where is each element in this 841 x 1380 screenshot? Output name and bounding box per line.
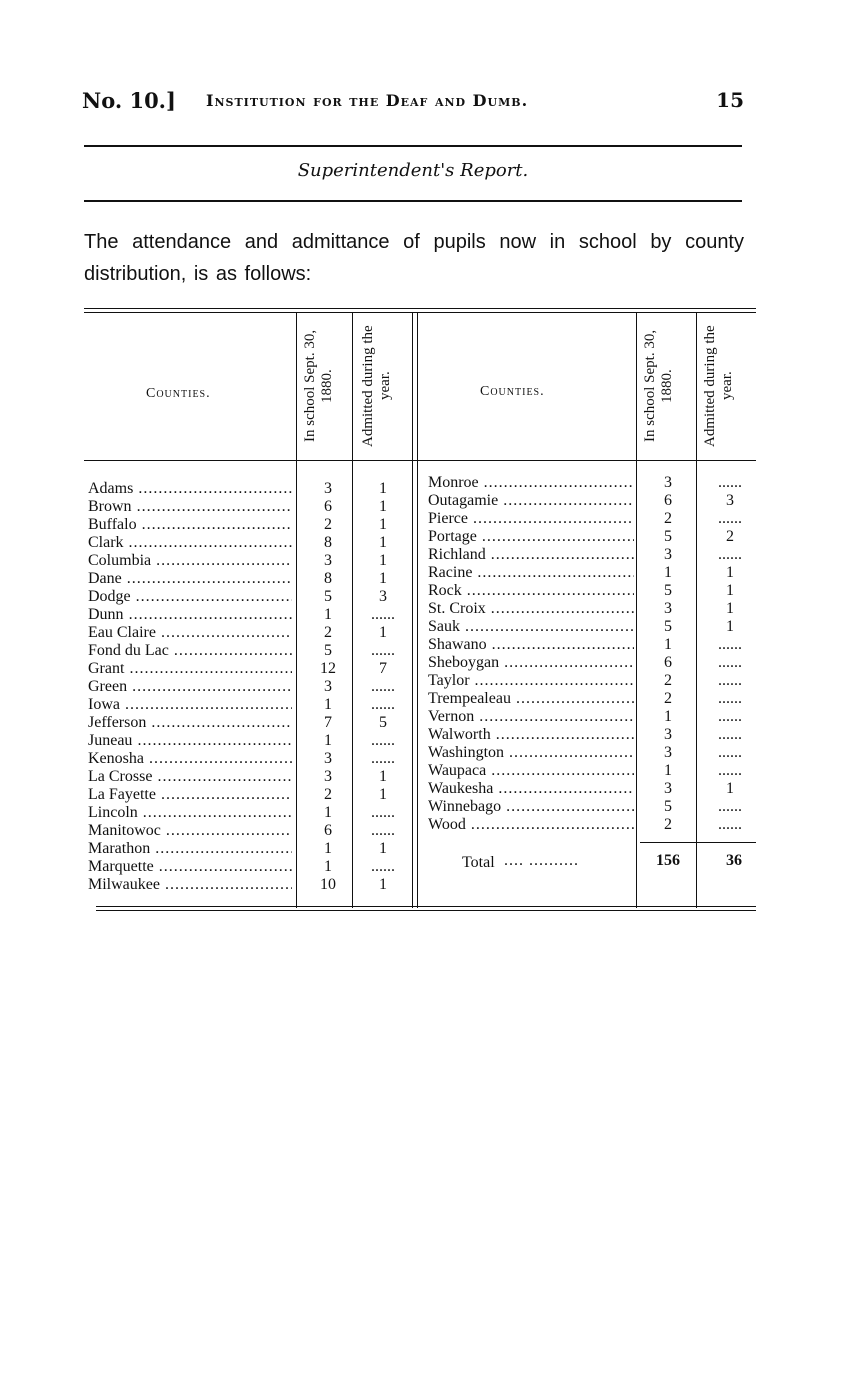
in-school-count: 1 <box>664 762 672 779</box>
intro-paragraph: The attendance and admittance of pupils now in school by county distribution, is as follows: <box>84 231 744 285</box>
county-name: Wood ..... <box>428 816 634 834</box>
admitted-count: 1 <box>379 516 387 533</box>
header-bottom-rule <box>84 460 756 461</box>
total-in-school: 156 <box>656 852 680 869</box>
county-name: Pierce ..... <box>428 510 634 528</box>
admitted-count: 5 <box>379 714 387 731</box>
admitted-count: ...... <box>718 654 742 671</box>
county-name: Fond du Lac ..... <box>88 642 292 660</box>
table-row <box>428 582 756 600</box>
admitted-count: 1 <box>379 840 387 857</box>
table-row <box>88 498 414 516</box>
admitted-count: 1 <box>726 600 734 617</box>
county-name: Green ..... <box>88 678 292 696</box>
in-school-count: 1 <box>324 804 332 821</box>
subtitle-rule <box>84 200 742 202</box>
in-school-count: 1 <box>664 708 672 725</box>
county-name: Adams ..... <box>88 480 292 498</box>
table-row <box>88 480 414 498</box>
admitted-count: 1 <box>726 618 734 635</box>
admitted-count: 1 <box>379 624 387 641</box>
table-row <box>428 528 756 546</box>
in-school-count: 2 <box>664 510 672 527</box>
table-row <box>428 474 756 492</box>
county-name: Racine ..... <box>428 564 634 582</box>
in-school-count: 3 <box>664 780 672 797</box>
admitted-count: ...... <box>371 822 395 839</box>
table-row <box>88 516 414 534</box>
county-name: Marathon ..... <box>88 840 292 858</box>
header-rule <box>84 145 742 147</box>
admitted-count: ...... <box>718 510 742 527</box>
total-leader: .... .......... <box>504 852 579 869</box>
county-name: Winnebago ..... <box>428 798 634 816</box>
page-number: 15 <box>716 88 744 112</box>
admitted-count: ...... <box>718 762 742 779</box>
admitted-count: ...... <box>718 546 742 563</box>
table-row <box>428 708 756 726</box>
county-name: Grant ..... <box>88 660 292 678</box>
table-row <box>428 672 756 690</box>
admitted-count: 1 <box>379 786 387 803</box>
county-name: Clark ..... <box>88 534 292 552</box>
admitted-count: ...... <box>718 690 742 707</box>
in-school-count: 3 <box>664 474 672 491</box>
table-row <box>88 768 414 786</box>
in-school-count: 3 <box>324 768 332 785</box>
table-row <box>428 492 756 510</box>
in-school-count: 5 <box>664 618 672 635</box>
county-name: Waukesha ..... <box>428 780 634 798</box>
in-school-count: 7 <box>324 714 332 731</box>
county-name: Rock ..... <box>428 582 634 600</box>
county-name: Lincoln ..... <box>88 804 292 822</box>
in-school-count: 1 <box>664 636 672 653</box>
county-name: Portage ..... <box>428 528 634 546</box>
in-school-count: 3 <box>324 678 332 695</box>
table-row <box>88 588 414 606</box>
admitted-count: ...... <box>718 708 742 725</box>
right-in-school-header: In school Sept. 30, 1880. <box>642 329 675 443</box>
county-name: Kenosha ..... <box>88 750 292 768</box>
in-school-count: 1 <box>324 696 332 713</box>
table-row <box>428 546 756 564</box>
county-name: Vernon ..... <box>428 708 634 726</box>
section-subtitle: Superintendent's Report. <box>297 160 529 181</box>
admitted-count: ...... <box>718 816 742 833</box>
in-school-count: 1 <box>664 564 672 581</box>
county-name: Jefferson ..... <box>88 714 292 732</box>
table-row <box>88 678 414 696</box>
admitted-count: ...... <box>371 732 395 749</box>
county-name: Richland ..... <box>428 546 634 564</box>
county-name: Iowa ..... <box>88 696 292 714</box>
table-row <box>88 876 414 894</box>
table-row <box>428 510 756 528</box>
admitted-count: 1 <box>379 480 387 497</box>
in-school-count: 2 <box>324 786 332 803</box>
in-school-count: 10 <box>320 876 336 893</box>
county-name: Trempealeau ..... <box>428 690 634 708</box>
admitted-count: ...... <box>371 642 395 659</box>
county-name: Shawano ..... <box>428 636 634 654</box>
total-label: Total <box>462 854 495 871</box>
admitted-count: ...... <box>371 750 395 767</box>
county-name: La Fayette ..... <box>88 786 292 804</box>
county-name: Outagamie ..... <box>428 492 634 510</box>
admitted-count: ...... <box>718 474 742 491</box>
in-school-count: 5 <box>664 528 672 545</box>
in-school-count: 6 <box>664 654 672 671</box>
county-name: Columbia ..... <box>88 552 292 570</box>
right-counties-header: Counties. <box>480 384 545 399</box>
left-in-school-header: In school Sept. 30, 1880. <box>302 329 335 443</box>
admitted-count: 1 <box>379 876 387 893</box>
county-name: Dane ..... <box>88 570 292 588</box>
table-row <box>88 624 414 642</box>
table-row <box>88 804 414 822</box>
admitted-count: 1 <box>379 768 387 785</box>
county-name: Sheboygan ..... <box>428 654 634 672</box>
admitted-count: ...... <box>371 696 395 713</box>
admitted-count: 3 <box>379 588 387 605</box>
table-row <box>88 858 414 876</box>
left-admitted-header: Admitted during the year. <box>360 325 393 447</box>
county-name: Monroe ..... <box>428 474 634 492</box>
total-admitted: 36 <box>726 852 742 869</box>
in-school-count: 2 <box>324 624 332 641</box>
in-school-count: 3 <box>664 726 672 743</box>
county-name: Milwaukee ..... <box>88 876 292 894</box>
county-name: Manitowoc ..... <box>88 822 292 840</box>
county-name: Dodge ..... <box>88 588 292 606</box>
admitted-count: 1 <box>379 570 387 587</box>
in-school-count: 3 <box>664 744 672 761</box>
in-school-count: 5 <box>664 582 672 599</box>
admitted-count: ...... <box>718 726 742 743</box>
admitted-count: 3 <box>726 492 734 509</box>
table-row <box>88 660 414 678</box>
in-school-count: 1 <box>324 858 332 875</box>
table-row <box>88 696 414 714</box>
table-row <box>428 726 756 744</box>
table-row <box>428 600 756 618</box>
in-school-count: 6 <box>324 822 332 839</box>
admitted-count: ...... <box>371 804 395 821</box>
admitted-count: 1 <box>726 780 734 797</box>
county-name: Waupaca ..... <box>428 762 634 780</box>
table-row <box>88 840 414 858</box>
table-row <box>88 642 414 660</box>
admitted-count: 1 <box>379 498 387 515</box>
county-name: Washington ..... <box>428 744 634 762</box>
in-school-count: 5 <box>324 588 332 605</box>
in-school-count: 12 <box>320 660 336 677</box>
in-school-count: 8 <box>324 534 332 551</box>
table-row <box>428 564 756 582</box>
in-school-count: 3 <box>324 480 332 497</box>
document-number: No. 10.] <box>82 88 176 113</box>
in-school-count: 3 <box>324 750 332 767</box>
table-top-rule-2 <box>84 312 756 313</box>
table-row <box>88 732 414 750</box>
in-school-count: 2 <box>324 516 332 533</box>
county-name: Sauk ..... <box>428 618 634 636</box>
table-row <box>428 744 756 762</box>
county-table <box>84 304 756 914</box>
in-school-count: 3 <box>664 546 672 563</box>
running-title: Institution for the Deaf and Dumb. <box>206 91 529 110</box>
table-row <box>88 552 414 570</box>
in-school-count: 5 <box>324 642 332 659</box>
table-row <box>428 690 756 708</box>
table-row <box>428 762 756 780</box>
table-row <box>88 570 414 588</box>
county-name: La Crosse ..... <box>88 768 292 786</box>
table-row <box>88 750 414 768</box>
in-school-count: 2 <box>664 690 672 707</box>
admitted-count: ...... <box>718 672 742 689</box>
in-school-count: 5 <box>664 798 672 815</box>
admitted-count: ...... <box>371 606 395 623</box>
table-row <box>428 654 756 672</box>
county-name: Brown ..... <box>88 498 292 516</box>
table-bottom-rule-2 <box>96 906 756 907</box>
admitted-count: 7 <box>379 660 387 677</box>
table-row <box>88 822 414 840</box>
in-school-count: 1 <box>324 606 332 623</box>
admitted-count: 1 <box>726 564 734 581</box>
county-name: Taylor ..... <box>428 672 634 690</box>
county-name: Marquette ..... <box>88 858 292 876</box>
admitted-count: ...... <box>371 678 395 695</box>
in-school-count: 3 <box>324 552 332 569</box>
table-top-rule <box>84 308 756 309</box>
admitted-count: ...... <box>718 636 742 653</box>
in-school-count: 6 <box>324 498 332 515</box>
table-row <box>428 636 756 654</box>
table-row <box>88 606 414 624</box>
admitted-count: 1 <box>726 582 734 599</box>
table-row <box>88 534 414 552</box>
in-school-count: 1 <box>324 732 332 749</box>
table-bottom-rule <box>96 910 756 911</box>
col-rule-3b <box>417 312 418 908</box>
in-school-count: 3 <box>664 600 672 617</box>
county-name: Walworth ..... <box>428 726 634 744</box>
in-school-count: 2 <box>664 816 672 833</box>
table-row <box>428 780 756 798</box>
admitted-count: ...... <box>718 798 742 815</box>
page-header <box>82 88 744 122</box>
in-school-count: 1 <box>324 840 332 857</box>
table-row <box>428 816 756 834</box>
county-name: Eau Claire ..... <box>88 624 292 642</box>
in-school-count: 2 <box>664 672 672 689</box>
county-name: Dunn ..... <box>88 606 292 624</box>
table-row <box>428 798 756 816</box>
county-name: Buffalo ..... <box>88 516 292 534</box>
county-name: Juneau ..... <box>88 732 292 750</box>
left-counties-header: Counties. <box>146 386 211 401</box>
in-school-count: 6 <box>664 492 672 509</box>
total-rule <box>640 842 756 843</box>
admitted-count: 1 <box>379 534 387 551</box>
table-row <box>428 618 756 636</box>
table-row <box>88 786 414 804</box>
admitted-count: ...... <box>371 858 395 875</box>
right-admitted-header: Admitted during the year. <box>702 325 735 447</box>
county-name: St. Croix ..... <box>428 600 634 618</box>
table-row <box>88 714 414 732</box>
admitted-count: 2 <box>726 528 734 545</box>
admitted-count: ...... <box>718 744 742 761</box>
admitted-count: 1 <box>379 552 387 569</box>
in-school-count: 8 <box>324 570 332 587</box>
